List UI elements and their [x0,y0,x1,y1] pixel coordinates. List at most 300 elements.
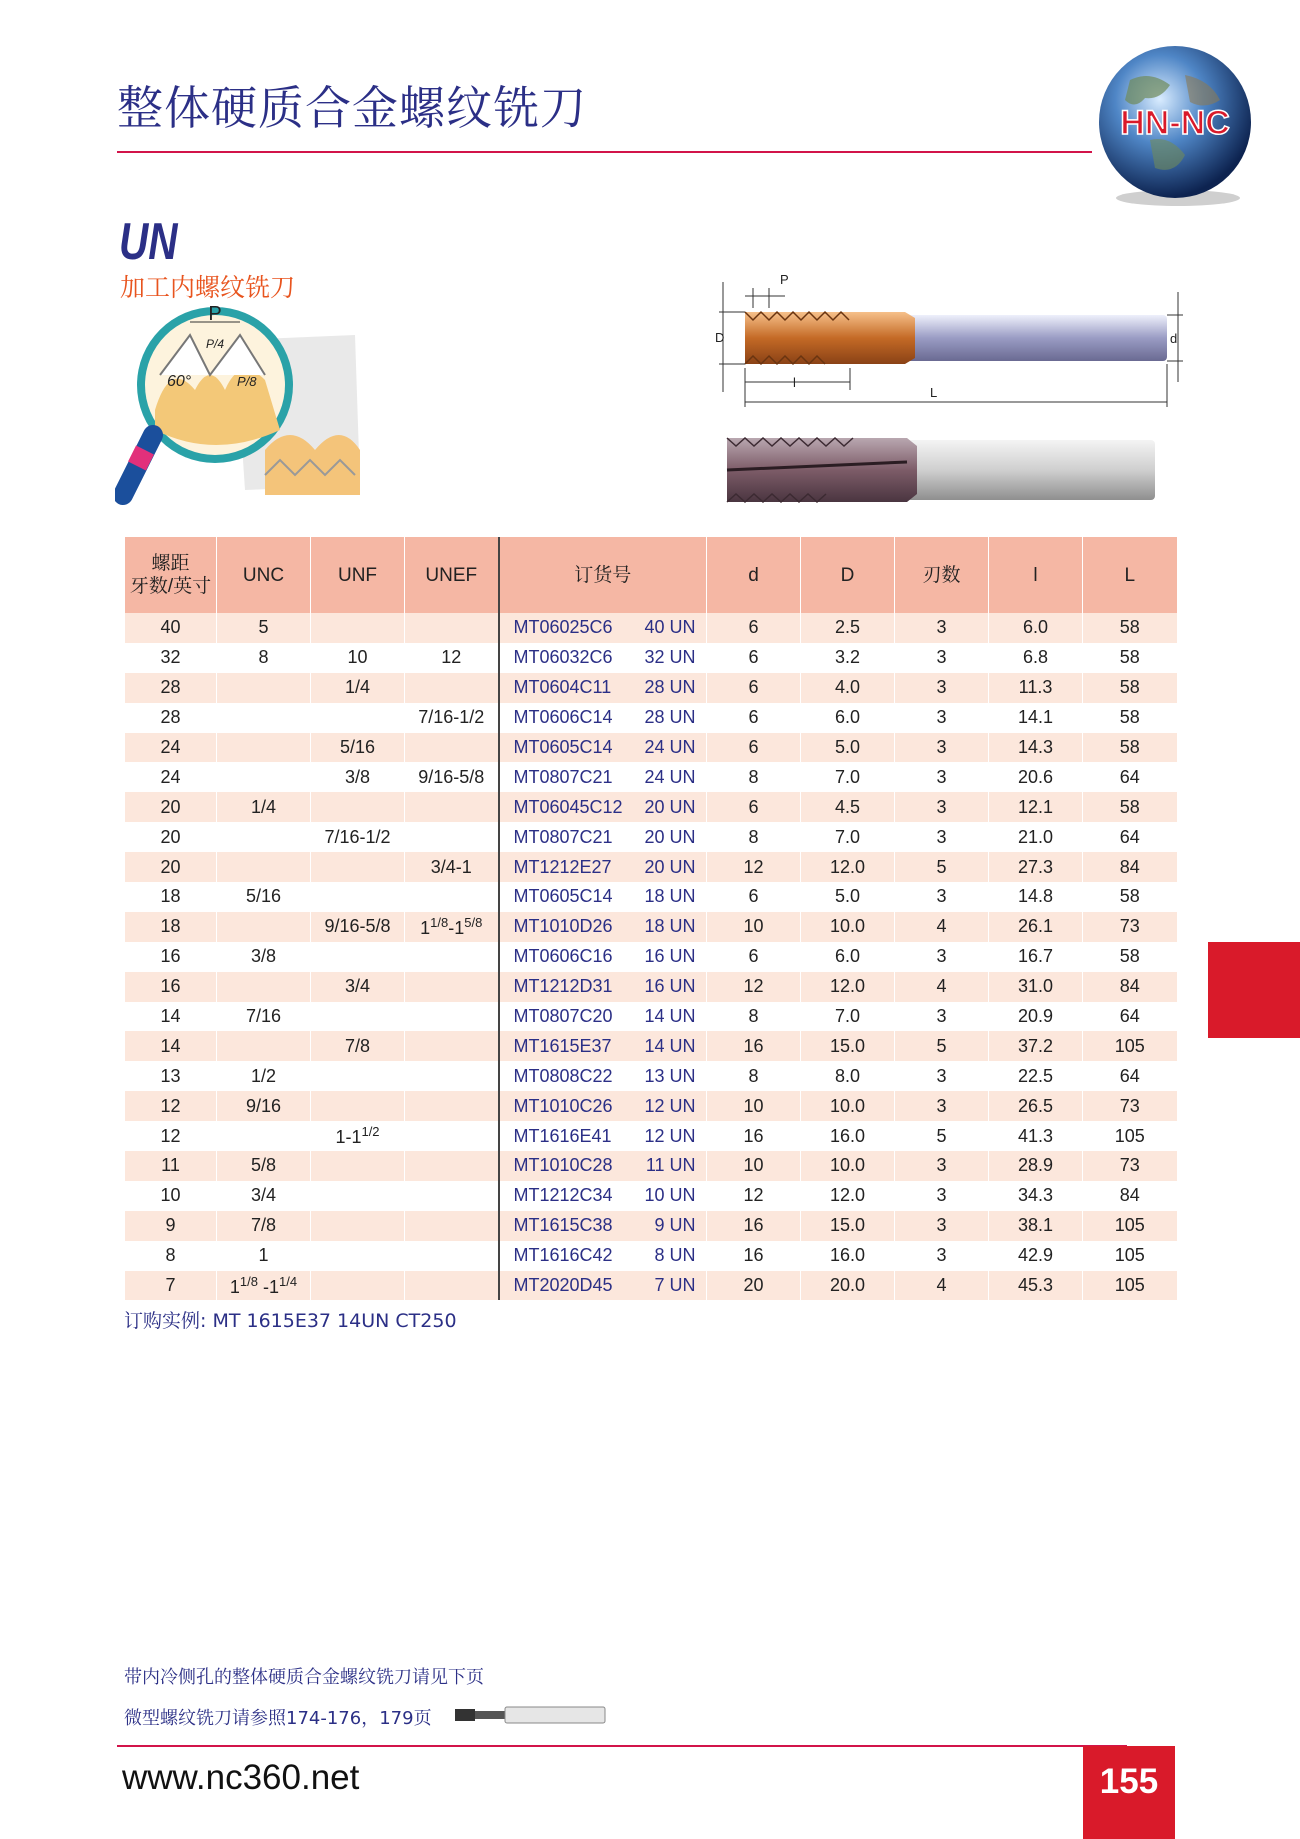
cell-unef [405,942,499,972]
header-order-no: 订货号 [499,537,707,613]
cell-d: 12 [707,972,801,1002]
cell-unef [405,1271,499,1301]
cell-unc: 7/8 [217,1211,311,1241]
cell-l: 26.1 [989,912,1083,942]
label-angle: 60° [167,373,192,390]
table-row [125,643,1177,673]
table-row [125,882,1177,912]
cell-order-no [499,1002,707,1032]
cell-unf [311,1211,405,1241]
table-row [125,1031,1177,1061]
cell-tpi: 18 [125,882,217,912]
cell-l: 31.0 [989,972,1083,1002]
cell-l: 20.9 [989,1002,1083,1032]
cell-z: 3 [895,1181,989,1211]
order-code: MT0606C14 [513,707,613,728]
cell-d: 6 [707,733,801,763]
table-row [125,703,1177,733]
table-row [125,1151,1177,1181]
cell-d: 16 [707,1211,801,1241]
thread-type: 8 UN [654,1245,696,1266]
cell-unf [311,792,405,822]
cell-D: 15.0 [801,1211,895,1241]
logo-text: HN-NC [1120,104,1230,142]
cell-d: 16 [707,1241,801,1271]
cell-D: 7.0 [801,1002,895,1032]
cell-D: 12.0 [801,972,895,1002]
cell-unf [311,1121,405,1151]
cell-unc: 8 [217,643,311,673]
cell-d: 6 [707,643,801,673]
cell-d: 12 [707,852,801,882]
cell-L: 73 [1083,912,1177,942]
table-row [125,1061,1177,1091]
label-L: L [930,385,938,400]
cell-unf: 3/4 [311,972,405,1002]
cell-l: 26.5 [989,1091,1083,1121]
cell-tpi: 10 [125,1181,217,1211]
cell-order-no [499,1151,707,1181]
cell-unc: 9/16 [217,1091,311,1121]
cell-unc: 5/16 [217,882,311,912]
table-row [125,942,1177,972]
order-code: MT1615E37 [513,1035,612,1056]
table-row [125,1121,1177,1151]
cell-d: 8 [707,1002,801,1032]
fraction-part: 1/8 [430,914,449,930]
cell-D: 5.0 [801,882,895,912]
cell-unef: 7/16-1/2 [405,703,499,733]
cell-L: 84 [1083,1181,1177,1211]
cell-order-no [499,643,707,673]
cell-order-no [499,1091,707,1121]
cell-d: 6 [707,673,801,703]
note-coolant: 带内冷侧孔的整体硬质合金螺纹铣刀请见下页 [124,1667,484,1688]
cell-L: 58 [1083,942,1177,972]
table-row [125,1091,1177,1121]
cell-tpi: 20 [125,792,217,822]
cell-L: 73 [1083,1151,1177,1181]
cell-D: 8.0 [801,1061,895,1091]
cell-d: 6 [707,942,801,972]
cell-unf: 5/16 [311,733,405,763]
cell-unc [217,912,311,942]
cell-unc: 1/2 [217,1061,311,1091]
cell-order-no [499,613,707,643]
order-code: MT1616E41 [513,1125,612,1146]
order-code: MT2020D45 [513,1275,613,1296]
cell-D: 12.0 [801,852,895,882]
cell-unc [217,673,311,703]
cell-l: 21.0 [989,822,1083,852]
cell-unf [311,1241,405,1271]
cell-tpi: 12 [125,1121,217,1151]
cell-D: 10.0 [801,912,895,942]
order-code: MT1212D31 [513,976,613,997]
order-code: MT0606C16 [513,946,613,967]
label-P: P [780,272,789,287]
cell-l: 16.7 [989,942,1083,972]
cell-z: 5 [895,852,989,882]
cell-unf [311,1151,405,1181]
cell-z: 3 [895,1211,989,1241]
cell-tpi: 14 [125,1002,217,1032]
cell-L: 58 [1083,613,1177,643]
cell-tpi: 20 [125,852,217,882]
cell-D: 6.0 [801,942,895,972]
label-l: l [793,375,796,390]
cell-unf [311,1181,405,1211]
cell-unf: 3/8 [311,762,405,792]
header-D: D [801,537,895,613]
cell-unef [405,1211,499,1241]
cell-order-no [499,1031,707,1061]
cell-tpi: 28 [125,703,217,733]
thread-profile-magnifier [115,300,365,515]
note-micro-tools: 微型螺纹铣刀请参照174-176，179页 [124,1708,432,1729]
table-row [125,613,1177,643]
cell-z: 3 [895,1241,989,1271]
cell-l: 28.9 [989,1151,1083,1181]
thread-type: 20 UN [644,826,696,847]
fraction-part: 1/4 [279,1273,298,1289]
cell-z: 3 [895,673,989,703]
cell-order-no [499,822,707,852]
cell-unf: 7/16-1/2 [311,822,405,852]
cell-l: 27.3 [989,852,1083,882]
cell-z: 3 [895,643,989,673]
cell-unc [217,762,311,792]
cell-D: 3.2 [801,643,895,673]
cell-unc: 5 [217,613,311,643]
order-code: MT0604C11 [513,677,612,698]
cell-L: 58 [1083,703,1177,733]
cell-unf [311,882,405,912]
cell-unc: 3/4 [217,1181,311,1211]
cell-unf [311,1091,405,1121]
cell-z: 3 [895,822,989,852]
thread-type: 14 UN [644,1035,696,1056]
cell-D: 7.0 [801,762,895,792]
header-L: L [1083,537,1177,613]
cell-D: 12.0 [801,1181,895,1211]
cell-l: 42.9 [989,1241,1083,1271]
cell-L: 64 [1083,762,1177,792]
cell-unc [217,1031,311,1061]
cell-D: 2.5 [801,613,895,643]
order-code: MT0605C14 [513,737,613,757]
thread-type: 10 UN [644,1185,696,1206]
order-code: MT1010C28 [513,1155,613,1176]
cell-d: 8 [707,762,801,792]
cell-tpi: 32 [125,643,217,673]
cell-d: 16 [707,1121,801,1151]
cell-order-no [499,1121,707,1151]
cell-order-no [499,972,707,1002]
order-code: MT1615C38 [513,1215,613,1236]
cell-unc [217,1271,311,1301]
page-title: 整体硬质合金螺纹铣刀 [117,81,587,135]
order-example: 订购实例: MT 1615E37 14UN CT250 [124,1310,457,1332]
cell-unf: 1/4 [311,673,405,703]
cell-order-no [499,852,707,882]
header-unf: UNF [311,537,405,613]
cell-order-no [499,733,707,763]
cell-L: 64 [1083,1002,1177,1032]
cell-l: 6.8 [989,643,1083,673]
cell-L: 64 [1083,822,1177,852]
thread-mill-photo [722,432,1157,508]
cell-unef [405,1061,499,1091]
order-code: MT0807C20 [513,1006,613,1027]
cell-unef [405,1121,499,1151]
label-quarter-pitch: P/4 [205,337,225,351]
order-code: MT0605C14 [513,886,613,907]
order-code: MT06032C6 [513,647,613,668]
cell-tpi: 24 [125,733,217,763]
cell-l: 20.6 [989,762,1083,792]
cell-D: 16.0 [801,1241,895,1271]
table-row [125,673,1177,703]
cell-order-no [499,1271,707,1301]
cell-d: 8 [707,1061,801,1091]
cell-z: 3 [895,733,989,763]
table-row [125,792,1177,822]
thread-type: 11 UN [645,1155,696,1176]
cell-unc: 1 [217,1241,311,1271]
cell-z: 3 [895,1151,989,1181]
cell-d: 10 [707,1151,801,1181]
cell-tpi: 24 [125,762,217,792]
thread-type: 18 UN [644,916,696,937]
cell-tpi: 9 [125,1211,217,1241]
fraction-part: 1 [420,917,431,938]
footer-divider [117,1745,1127,1747]
cell-order-no [499,1241,707,1271]
cell-z: 3 [895,703,989,733]
cell-l: 12.1 [989,792,1083,822]
cell-unef [405,1241,499,1271]
order-code: MT0807C21 [513,766,613,787]
cell-l: 11.3 [989,673,1083,703]
thread-type: 12 UN [644,1095,696,1116]
fraction-part: -1 [258,1276,280,1297]
cell-d: 10 [707,912,801,942]
thread-type: 9 UN [654,1215,696,1236]
cell-z: 4 [895,1271,989,1301]
header-unef: UNEF [405,537,499,613]
table-row [125,1211,1177,1241]
cell-z: 4 [895,972,989,1002]
cell-d: 6 [707,703,801,733]
fraction-part: 1/2 [361,1124,380,1140]
cell-unef [405,1031,499,1061]
table-row [125,822,1177,852]
cell-unc: 1/4 [217,792,311,822]
cell-z: 3 [895,1061,989,1091]
cell-L: 105 [1083,1241,1177,1271]
cell-tpi: 11 [125,1151,217,1181]
cell-tpi: 16 [125,942,217,972]
cell-unef [405,912,499,942]
order-code: MT1212E27 [513,856,612,877]
cell-l: 34.3 [989,1181,1083,1211]
thread-type: 16 UN [644,946,696,967]
cell-L: 58 [1083,792,1177,822]
cell-l: 14.3 [989,733,1083,763]
thread-type: 28 UN [644,677,696,698]
cell-z: 3 [895,1002,989,1032]
order-code: MT0807C21 [513,826,613,847]
thread-type: 20 UN [644,796,696,817]
cell-d: 6 [707,613,801,643]
cell-unef [405,673,499,703]
cell-tpi: 13 [125,1061,217,1091]
cell-z: 3 [895,792,989,822]
cell-l: 22.5 [989,1061,1083,1091]
cell-order-no [499,762,707,792]
cell-D: 15.0 [801,1031,895,1061]
table-row [125,912,1177,942]
label-pitch: P [208,303,222,325]
cell-D: 10.0 [801,1091,895,1121]
globe-logo [1090,40,1260,210]
cell-tpi: 7 [125,1271,217,1301]
cell-unf: 9/16-5/8 [311,912,405,942]
cell-unc [217,972,311,1002]
cell-tpi: 18 [125,912,217,942]
cell-z: 3 [895,1091,989,1121]
cell-unc: 7/16 [217,1002,311,1032]
cell-L: 105 [1083,1271,1177,1301]
fraction-part: 1/8 [239,1273,258,1289]
header-l: l [989,537,1083,613]
cell-z: 3 [895,762,989,792]
cell-tpi: 12 [125,1091,217,1121]
cell-unc [217,703,311,733]
order-code: MT1010C26 [513,1095,613,1116]
section-code: UN [119,213,178,271]
cell-unf: 7/8 [311,1031,405,1061]
cell-unef [405,1091,499,1121]
cell-l: 45.3 [989,1271,1083,1301]
cell-z: 5 [895,1121,989,1151]
table-row [125,762,1177,792]
cell-z: 3 [895,882,989,912]
cell-L: 58 [1083,882,1177,912]
cell-L: 64 [1083,1061,1177,1091]
table-row [125,972,1177,1002]
thread-type: 13 UN [644,1065,696,1086]
cell-unf [311,613,405,643]
cell-unc [217,733,311,763]
cell-l: 14.8 [989,882,1083,912]
cell-tpi: 14 [125,1031,217,1061]
thread-type: 20 UN [644,856,696,877]
cell-L: 58 [1083,643,1177,673]
cell-L: 105 [1083,1031,1177,1061]
cell-tpi: 28 [125,673,217,703]
cell-l: 38.1 [989,1211,1083,1241]
section-tab-marker [1208,942,1300,1038]
cell-order-no [499,882,707,912]
page-number: 155 [1099,1762,1159,1801]
fraction-part: 1 [229,1276,240,1297]
thread-type: 14 UN [644,1006,696,1027]
cell-order-no [499,703,707,733]
cell-order-no [499,1211,707,1241]
cell-d: 10 [707,1091,801,1121]
header-d: d [707,537,801,613]
cell-l: 14.1 [989,703,1083,733]
order-code: MT1616C42 [513,1245,613,1266]
cell-L: 84 [1083,852,1177,882]
order-code: MT06025C6 [513,617,613,638]
cell-l: 41.3 [989,1121,1083,1151]
cell-d: 20 [707,1271,801,1301]
cell-tpi: 20 [125,822,217,852]
thread-type: 12 UN [644,1125,696,1146]
cell-unef [405,822,499,852]
cell-order-no [499,673,707,703]
cell-d: 6 [707,792,801,822]
cell-unef [405,733,499,763]
table-row [125,1181,1177,1211]
cell-unef [405,972,499,1002]
cell-unf [311,1271,405,1301]
cell-d: 12 [707,1181,801,1211]
cell-tpi: 8 [125,1241,217,1271]
cell-unef: 12 [405,643,499,673]
section-subtitle: 加工内螺纹铣刀 [120,273,296,302]
label-eighth-pitch: P/8 [237,374,257,389]
table-row [125,733,1177,763]
cell-L: 58 [1083,673,1177,703]
tool-dimension-diagram [705,272,1185,417]
website-url[interactable]: www.nc360.net [122,1758,360,1797]
thread-type: 7 UN [654,1275,696,1296]
fraction-part: -1 [448,917,465,938]
cell-d: 6 [707,882,801,912]
order-code: MT1212C34 [513,1185,613,1206]
cell-unc [217,852,311,882]
fraction-part: 5/8 [464,914,483,930]
cell-unef [405,1151,499,1181]
cell-l: 6.0 [989,613,1083,643]
cell-unf [311,942,405,972]
thread-type: 24 UN [644,766,696,787]
cell-z: 4 [895,912,989,942]
order-code: MT1010D26 [513,916,613,937]
cell-D: 6.0 [801,703,895,733]
cell-d: 16 [707,1031,801,1061]
cell-order-no [499,912,707,942]
cell-unef: 9/16-5/8 [405,762,499,792]
table-row [125,1271,1177,1301]
cell-unef [405,613,499,643]
cell-L: 84 [1083,972,1177,1002]
cell-unc [217,822,311,852]
cell-D: 10.0 [801,1151,895,1181]
cell-unef [405,1002,499,1032]
cell-L: 105 [1083,1211,1177,1241]
thread-type: 24 UN [644,737,696,757]
cell-order-no [499,1181,707,1211]
cell-D: 4.5 [801,792,895,822]
cell-D: 20.0 [801,1271,895,1301]
thread-type: 40 UN [644,617,696,638]
cell-order-no [499,942,707,972]
